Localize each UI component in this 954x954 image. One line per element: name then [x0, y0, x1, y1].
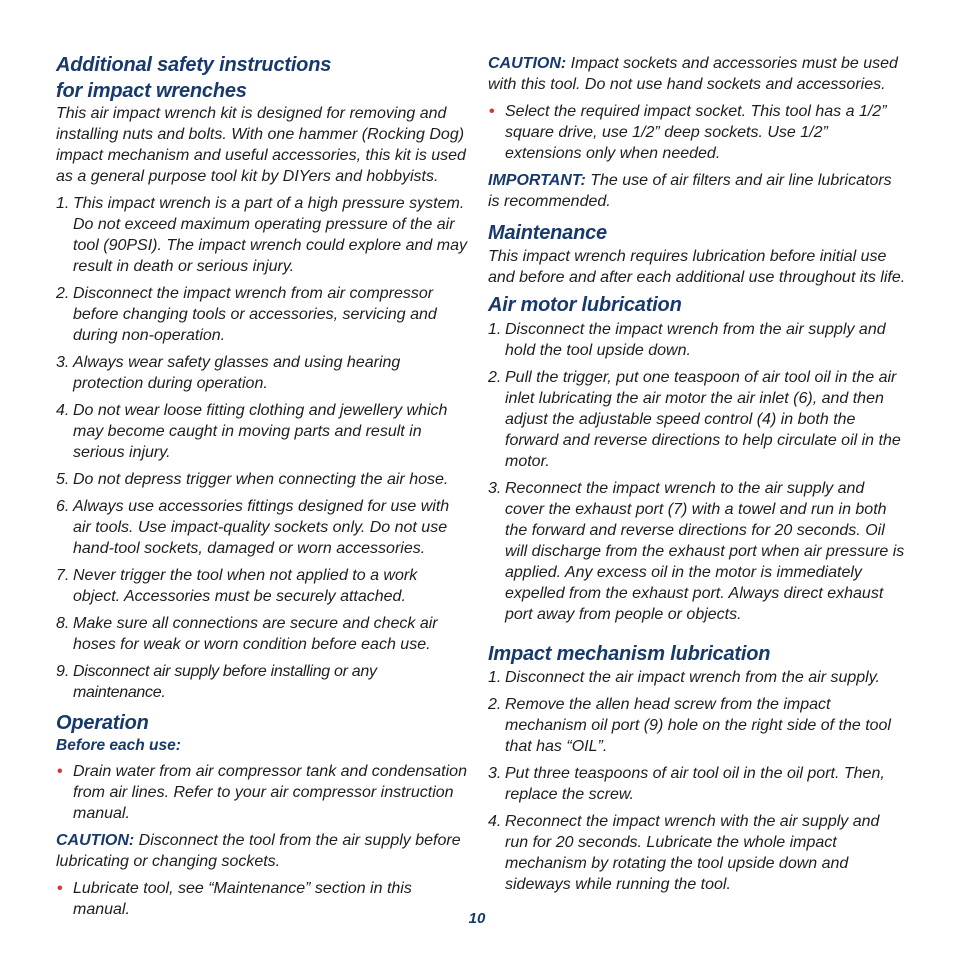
safety-item-8: 8. Make sure all connections are secure and check air hoses for weak or worn condition before each use. — [56, 615, 438, 653]
safety-item-2: 2. Disconnect the impact wrench from air compressor before changing tools or accessories, servicing and during non-operation. — [56, 285, 437, 344]
section-title-safety-line1: Additional safety instructions — [56, 54, 332, 76]
important-note: IMPORTANT: The use of air filters and air line lubricators is recommended. — [488, 172, 892, 210]
air-motor-item-2: 2. Pull the trigger, put one teaspoon of air tool oil in the air inlet lubricating the air motor the air inlet (6), and then adjust the adjustable speed control (4) in both the forward and reverse directions to help circulate oil in the motor. — [488, 369, 901, 470]
safety-item-1: 1. This impact wrench is a part of a high pressure system. Do not exceed maximum operating pressure of the air tool (90PSI). The impact wrench could explore and may result in death or serious injury. — [56, 195, 467, 275]
section-title-safety-line2: for impact wrenches — [56, 80, 247, 102]
right-column — [488, 0, 906, 895]
safety-item-6: 6. Always use accessories fittings designed for use with air tools. Use impact-quality sockets only. Do not use hand-tool sockets, damaged or worn accessories. — [56, 498, 450, 557]
bullet-dot: • — [57, 880, 63, 897]
safety-item-7: 7. Never trigger the tool when not applied to a work object. Accessories must be securely attached. — [56, 567, 418, 605]
impact-item-4: 4. Reconnect the impact wrench with the air supply and run for 20 seconds. Lubricate the whole impact mechanism by rotating the tool upside down and sideways while running the tool. — [488, 813, 880, 893]
caution-note-right: CAUTION: Impact sockets and accessories must be used with this tool. Do not use hand sockets and accessories. — [488, 55, 898, 93]
safety-item-5: 5. Do not depress trigger when connecting the air hose. — [56, 471, 449, 488]
socket-bullet: • Select the required impact socket. This tool has a 1/2” square drive, use 1/2” deep sockets. Use 1/2” extensions only when needed. — [489, 103, 887, 162]
section-title-air-motor: Air motor lubrication — [488, 294, 682, 316]
impact-item-2: 2. Remove the allen head screw from the impact mechanism oil port (9) hole on the right side of the tool that has “OIL”. — [488, 696, 891, 755]
operation-bullet-1: • Drain water from air compressor tank and condensation from air lines. Refer to your air compressor instruction manual. — [57, 763, 467, 822]
impact-item-1: 1. Disconnect the air impact wrench from the air supply. — [488, 669, 880, 686]
left-column — [56, 0, 468, 920]
intro-paragraph: This air impact wrench kit is designed for removing and installing nuts and bolts. With one hammer (Rocking Dog) impact mechanism and useful accessories, this kit is used as a general purpose tool kit by DIYers and hobbyists. — [56, 105, 466, 185]
air-motor-item-1: 1. Disconnect the impact wrench from the air supply and hold the tool upside down. — [488, 321, 886, 359]
impact-item-3: 3. Put three teaspoons of air tool oil in the oil port. Then, replace the screw. — [488, 765, 885, 803]
subsection-title-before-use: Before each use: — [56, 737, 181, 754]
safety-item-9: 9. Disconnect air supply before installing or any maintenance. — [56, 663, 377, 701]
maintenance-paragraph: This impact wrench requires lubrication before initial use and before and after each additional use throughout its life. — [488, 248, 906, 286]
section-title-impact-mechanism: Impact mechanism lubrication — [488, 643, 771, 665]
safety-item-3: 3. Always wear safety glasses and using hearing protection during operation. — [56, 354, 401, 392]
section-title-operation: Operation — [56, 712, 149, 734]
caution-note-left: CAUTION: Disconnect the tool from the air supply before lubricating or changing sockets. — [56, 832, 461, 870]
bullet-dot: • — [489, 103, 495, 120]
bullet-dot: • — [57, 763, 63, 780]
section-title-maintenance: Maintenance — [488, 222, 607, 244]
air-motor-item-3: 3. Reconnect the impact wrench to the air supply and cover the exhaust port (7) with a towel and run in both the forward and reverse directions for 20 seconds. Oil will discharge from the exhaust port when air pressure is applied. Any excess oil in the motor is immediately expelled from the exhaust port. Always direct exhaust port away from people or objects. — [488, 480, 905, 623]
safety-item-4: 4. Do not wear loose fitting clothing and jewellery which may become caught in moving parts and result in serious injury. — [56, 402, 448, 461]
page-number: 10 — [468, 910, 486, 927]
operation-bullet-2: • Lubricate tool, see “Maintenance” section in this manual. — [57, 880, 412, 918]
